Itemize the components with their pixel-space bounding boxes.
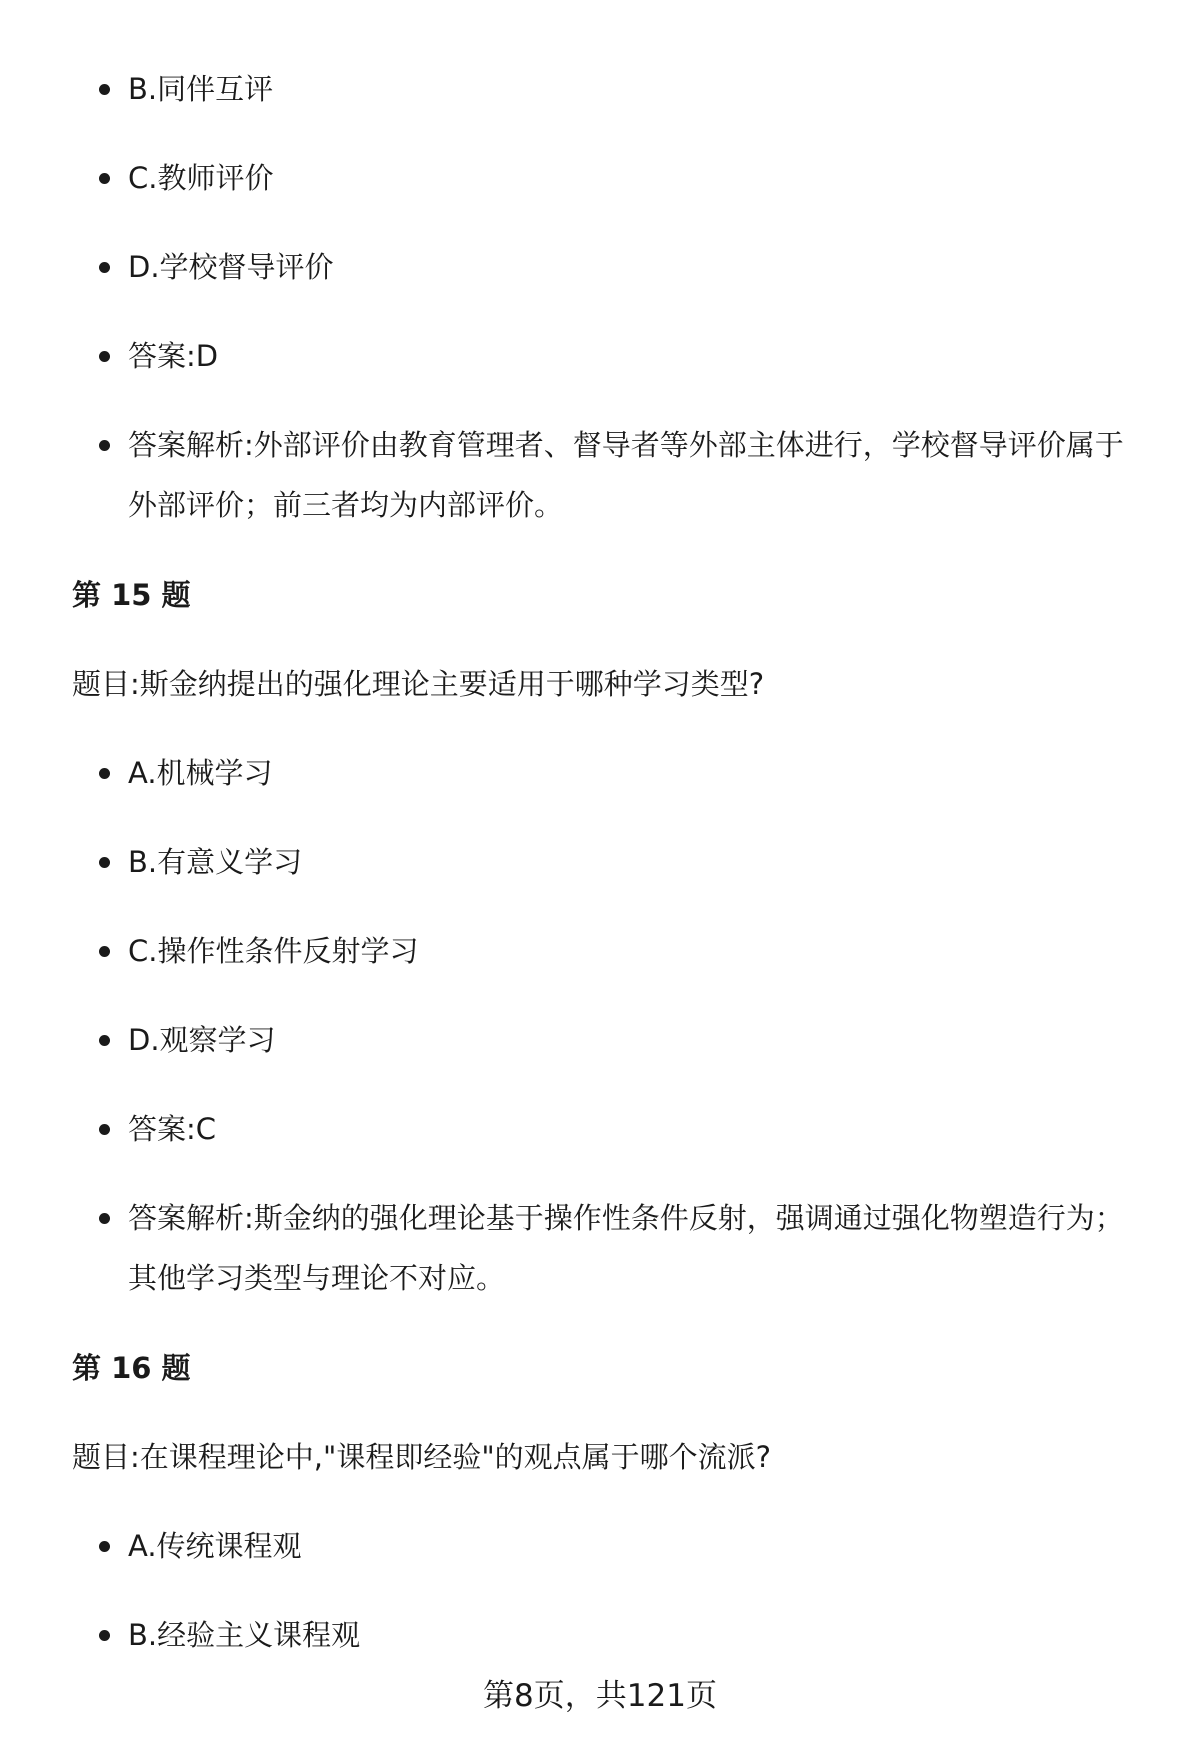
question-heading: 第 15 题 [72,578,191,612]
answer-text: 答案:D [128,339,219,373]
question-text: 题目:斯金纳提出的强化理论主要适用于哪种学习类型? [72,667,765,701]
option-item [128,921,1148,981]
bullet-icon [99,1124,110,1135]
explanation-item [128,415,1148,535]
page-number: 第8页，共121页 [483,1678,717,1714]
option-item [128,148,1148,208]
option-text: D.学校督导评价 [128,250,334,284]
bullet-icon [99,857,110,868]
option-text: B.经验主义课程观 [128,1618,361,1652]
answer-text: 答案:C [128,1112,217,1146]
bullet-icon [99,1213,110,1224]
option-text: C.教师评价 [128,161,274,195]
option-text: B.同伴互评 [128,72,274,106]
option-text: C.操作性条件反射学习 [128,934,419,968]
option-text: D.观察学习 [128,1023,276,1057]
option-text: B.有意义学习 [128,845,303,879]
bullet-icon [99,1035,110,1046]
bullet-icon [99,1541,110,1552]
explanation-item [128,1188,1148,1308]
answer-item [128,1099,1148,1159]
option-item [128,59,1148,119]
option-text: A.传统课程观 [128,1529,302,1563]
option-text: A.机械学习 [128,756,273,790]
question-text: 题目:在课程理论中,"课程即经验"的观点属于哪个流派? [72,1440,772,1474]
option-item [128,1516,1148,1576]
explanation-text: 答案解析:外部评价由教育管理者、督导者等外部主体进行，学校督导评价属于外部评价；前三者均为内部评价。 [128,428,1124,522]
bullet-icon [99,1630,110,1641]
option-item [128,1605,1148,1665]
option-item [128,1010,1148,1070]
bullet-icon [99,84,110,95]
bullet-icon [99,946,110,957]
bullet-icon [99,351,110,362]
option-item [128,743,1148,803]
answer-item [128,326,1148,386]
question-heading: 第 16 题 [72,1351,191,1385]
bullet-icon [99,440,110,451]
bullet-icon [99,262,110,273]
bullet-icon [99,173,110,184]
option-item [128,832,1148,892]
bullet-icon [99,768,110,779]
explanation-text: 答案解析:斯金纳的强化理论基于操作性条件反射，强调通过强化物塑造行为；其他学习类型与理论不对应。 [128,1201,1124,1295]
option-item [128,237,1148,297]
